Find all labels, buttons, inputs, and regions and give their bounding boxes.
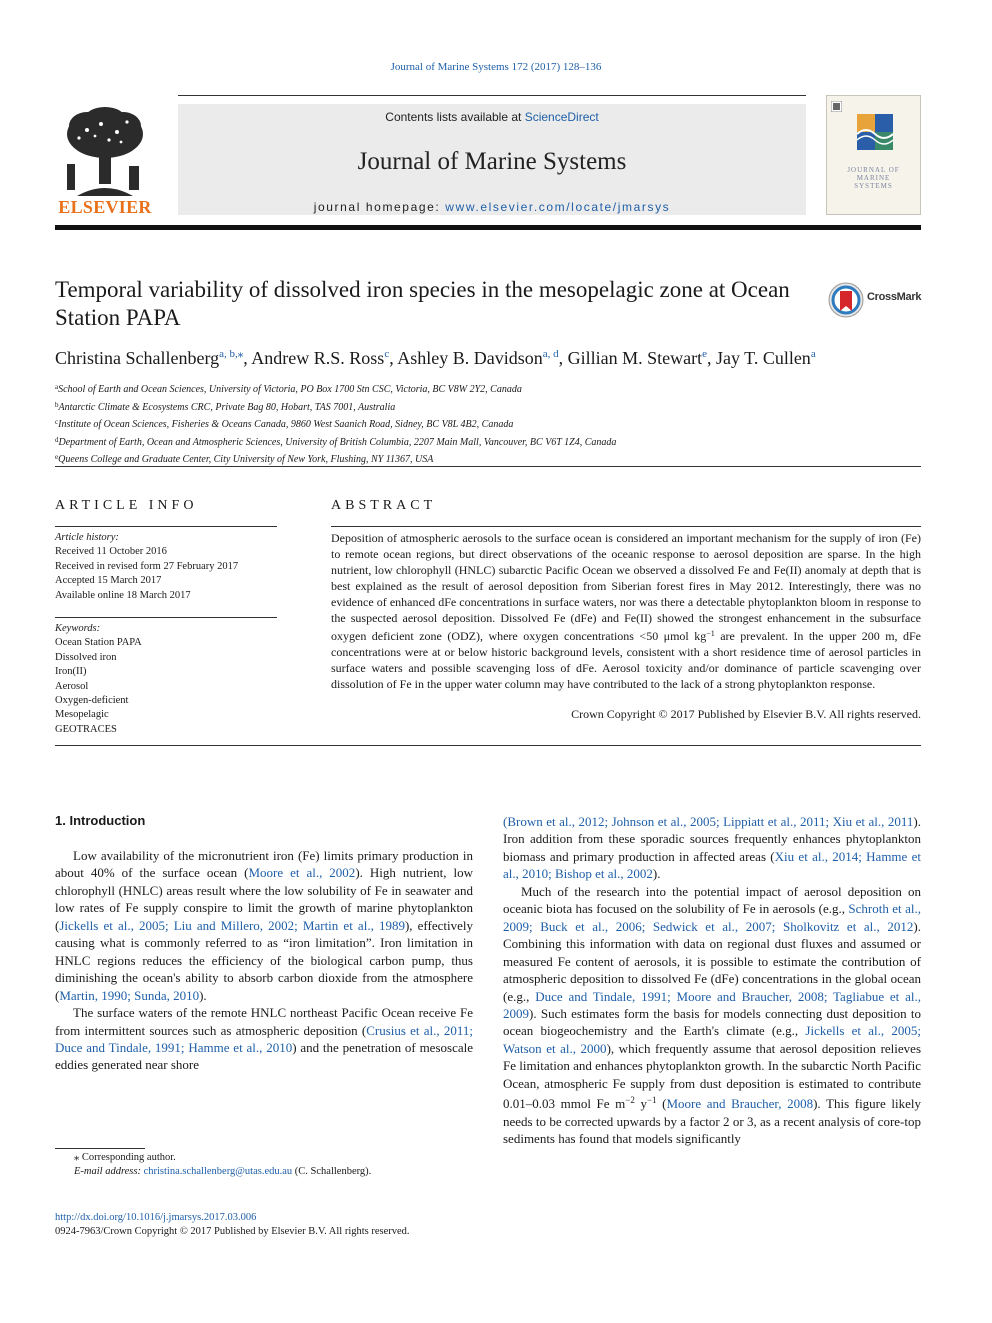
affiliation xyxy=(55,433,921,451)
history-item: Received 11 October 2016 xyxy=(55,546,167,558)
journal-title: Journal of Marine Systems xyxy=(357,148,627,175)
elsevier-tree-icon xyxy=(57,106,153,196)
keyword: Ocean Station PAPA xyxy=(55,637,142,649)
history-item: Received in revised form 27 February 2017 xyxy=(55,560,239,572)
article-history-label: Article history: xyxy=(55,532,119,543)
citation-link[interactable]: Crusius et al., 2011; Duce and Tindale, 1991; Hamme et al., 2010 xyxy=(55,1022,473,1055)
affiliation xyxy=(55,450,921,468)
affiliation xyxy=(55,415,921,433)
author-sep: , xyxy=(243,348,252,368)
author-sep: , xyxy=(706,348,716,368)
citation-link[interactable]: Jickells et al., 2005; Watson et al., 2000 xyxy=(503,1023,921,1056)
author-name: Jay T. Cullen xyxy=(715,348,811,368)
abstract-bottom-rule xyxy=(55,745,921,746)
author-affil-sup[interactable]: a xyxy=(810,348,816,360)
affiliation-rule xyxy=(55,466,921,467)
journal-citation-link[interactable]: Journal of Marine Systems 172 (2017) 128–136 xyxy=(390,61,602,73)
affiliation-key: b xyxy=(55,400,59,409)
unit-sup: −1 xyxy=(646,1095,657,1106)
elsevier-logo xyxy=(55,106,155,216)
text: ). Such estimates form the basis for models connecting dust deposition to ocean biogeochemistry and the Earth's climate (e.g., xyxy=(503,1005,921,1039)
keyword: Mesopelagic xyxy=(55,709,109,721)
author[interactable] xyxy=(397,348,558,368)
keyword: GEOTRACES xyxy=(55,723,117,735)
keywords xyxy=(55,622,277,737)
paragraph xyxy=(55,1004,473,1074)
affiliation-key: e xyxy=(55,453,59,461)
citation-link[interactable]: Duce and Tindale, 1991; Moore and Braucher, 2008; Tagliabue et al., 2009 xyxy=(503,988,922,1021)
citation-link[interactable]: Schroth et al., 2009; Buck et al., 2006; Sedwick et al., 2007; Sholkovitz et al., 2012 xyxy=(503,901,921,934)
paragraph xyxy=(503,813,921,883)
text: ). xyxy=(199,987,207,1003)
affiliation xyxy=(55,398,921,416)
article-info-heading: ARTICLE INFO xyxy=(55,498,198,513)
doi-link[interactable]: http://dx.doi.org/10.1016/j.jmarsys.2017.03.006 xyxy=(55,1212,257,1223)
doi-block xyxy=(55,1211,555,1239)
text: ). Iron addition from these sporadic sources frequently enhances phytoplankton biomass and primary production in affected areas ( xyxy=(503,814,921,864)
corresponding-author-note: ⁎ Corresponding author. xyxy=(74,1152,176,1163)
cover-wave-icon xyxy=(857,114,893,150)
author-sep: , xyxy=(558,348,568,368)
text: Much of the research into the potential impact of aerosol deposition on oceanic biota has focused on the solubility of Fe in aerosols (e.g., xyxy=(503,883,921,917)
author[interactable] xyxy=(716,348,816,368)
author[interactable] xyxy=(55,348,243,368)
author-name: Andrew R.S. Ross xyxy=(251,348,385,368)
affiliation-text: School of Earth and Ocean Sciences, University of Victoria, PO Box 1700 Stn CSC, Victoria, BC V8W 2Y2, Canada xyxy=(58,384,522,395)
affiliation-text: Antarctic Climate & Ecosystems CRC, Private Bag 80, Hobart, TAS 7001, Australia xyxy=(58,401,396,413)
citation-link[interactable]: Moore et al., 2002 xyxy=(248,865,356,881)
footnote-rule xyxy=(55,1148,145,1149)
author[interactable] xyxy=(251,348,389,368)
article-info-rule xyxy=(55,526,277,527)
text: ). Combining this information with data on regional dust fluxes and assumed or measured Fe content of aerosols, it is possible to estimate the contribution of atmospheric deposition to dissolved Fe (dFe) concentrations in the global ocean (e.g., xyxy=(503,918,921,1004)
citation-link[interactable]: Jickells et al., 2005; Liu and Millero, 2002; Martin et al., 1989 xyxy=(59,917,405,933)
email-suffix: (C. Schallenberg). xyxy=(292,1166,372,1177)
author-affil-sup[interactable]: a, b, xyxy=(219,348,238,360)
abstract-text: Deposition of atmospheric aerosols to the surface ocean is considered an important mechanism for the supply of iron (Fe) to remote ocean regions, but direct observations of the oceanic response to aerosol deposition are sparse. In the high nutrient, low chlorophyll (HNLC) subarctic Pacific Ocean we observed a dissolved Fe and Fe(II) anomaly at depth that is best explained as the result of aerosol deposition from Siberian forest fires in May 2012. Interestingly, there was no evidence of enhanced dFe concentrations in surface waters, nor was there a detectable phytoplankton bloom in response to the suspected aerosol deposition. Dissolved Fe (dFe) and Fe(II) showed the strongest enhancement in the subsurface oxygen deficient zone (ODZ), where oxygen concentrations <50 μmol kg xyxy=(331,531,921,644)
text: ), effectively causing what is commonly referred to as “iron limitation”. Iron limitation in HNLC regions reduces the efficiency of the biological carbon pump, thus diminishing the ocean's ability to absorb carbon dioxide from the atmosphere ( xyxy=(55,917,473,1003)
article-history xyxy=(55,531,277,603)
history-item: Accepted 15 March 2017 xyxy=(55,575,162,587)
affiliation-text: Queens College and Graduate Center, City University of New York, Flushing, NY 11367, USA xyxy=(58,454,434,465)
text: Low availability of the micronutrient iron (Fe) limits primary production in about 40% of the surface ocean ( xyxy=(55,848,473,881)
affiliation-text: Institute of Ocean Sciences, Fisheries & Oceans Canada, 9860 West Saanich Road, Sidney, BC V8L 4B2, Canada xyxy=(58,419,514,430)
author-name: Christina Schallenberg xyxy=(55,348,220,368)
email-link[interactable]: christina.schallenberg@utas.edu.au xyxy=(143,1166,293,1177)
cover-text-line: JOURNAL OF xyxy=(847,166,900,174)
affiliation-key: c xyxy=(55,418,59,426)
author-affil-sup[interactable]: e xyxy=(702,348,707,360)
author-affil-sup[interactable]: a, d xyxy=(542,348,559,360)
corresponding-mark[interactable]: ⁎ xyxy=(237,348,244,360)
cover-text-line: MARINE xyxy=(856,174,891,182)
text: The surface waters of the remote HNLC northeast Pacific Ocean receive Fe from intermittent sources such as atmospheric deposition ( xyxy=(55,1005,473,1038)
homepage-link[interactable]: www.elsevier.com/locate/jmarsys xyxy=(445,200,671,214)
author-name: Gillian M. Stewart xyxy=(567,348,703,368)
citation-link[interactable]: Xiu et al., 2014; Hamme et al., 2010; Bishop et al., 2002 xyxy=(503,848,921,882)
section-heading-introduction: 1. Introduction xyxy=(55,813,146,828)
text: ), which frequently assume that aerosol deposition relieves Fe limitation and enhances phytoplankton growth. In the subarctic North Pacific Ocean, atmospheric Fe supply from dust deposition is estimated to contribute 0.01–0.03 mmol Fe m xyxy=(503,1040,921,1112)
contents-prefix: Contents lists available at xyxy=(385,110,525,124)
journal-banner xyxy=(178,104,806,215)
citation-link[interactable]: Martin, 1990; Sunda, 2010 xyxy=(59,987,200,1003)
journal-cover-thumbnail[interactable] xyxy=(826,95,921,215)
keywords-label: Keywords: xyxy=(55,623,101,634)
unit-sup: −2 xyxy=(625,1095,635,1106)
text: ). xyxy=(652,866,661,882)
affiliation-list xyxy=(55,380,921,468)
author[interactable] xyxy=(568,348,707,368)
sciencedirect-link[interactable]: ScienceDirect xyxy=(524,110,599,124)
text: ) and the penetration of mesoscale eddies generated near shore xyxy=(55,1039,473,1073)
abstract-unit-sup: −1 xyxy=(706,629,715,639)
text: ). This figure likely needs to be corrected upwards by a factor 2 or 3, as a recent analysis of core-top sediments has found that models significantly xyxy=(503,1096,921,1147)
body-column-left xyxy=(55,847,473,1074)
contents-line xyxy=(178,110,806,124)
keywords-rule xyxy=(55,617,277,618)
homepage-prefix: journal homepage: xyxy=(313,200,446,214)
history-item: Available online 18 March 2017 xyxy=(55,589,191,601)
paragraph xyxy=(55,847,473,1004)
issn-copyright: 0924-7963/Crown Copyright © 2017 Published by Elsevier B.V. All rights reserved. xyxy=(55,1226,410,1237)
homepage-line xyxy=(178,200,806,214)
keyword: Oxygen-deficient xyxy=(55,695,129,707)
email-note xyxy=(55,1165,475,1179)
citation-link[interactable]: (Brown et al., 2012; Johnson et al., 2005; Lippiatt et al., 2011; Xiu et al., 2011 xyxy=(503,814,914,829)
crossmark-icon xyxy=(828,282,864,318)
cover-text-line: SYSTEMS xyxy=(854,182,893,190)
author-affil-sup[interactable]: c xyxy=(384,348,390,360)
article-title: Temporal variability of dissolved iron species in the mesopelagic zone at Ocean Station PAPA xyxy=(55,277,790,330)
affiliation-key: a xyxy=(55,383,59,391)
affiliation xyxy=(55,380,921,398)
email-label: E-mail address: xyxy=(74,1166,144,1177)
abstract-body xyxy=(331,530,921,692)
crossmark-label: CrossMark xyxy=(867,291,922,303)
footnotes xyxy=(55,1151,475,1179)
paragraph xyxy=(503,883,921,1148)
elsevier-wordmark: ELSEVIER xyxy=(58,197,152,217)
cover-corner-icon xyxy=(831,101,842,112)
affiliation-key: d xyxy=(55,435,59,444)
author-list xyxy=(55,347,921,369)
abstract-rule xyxy=(331,526,921,527)
affiliation-text: Department of Earth, Ocean and Atmospheric Sciences, University of British Columbia, 2207 Main Mall, Vancouver, BC V6T 1Z4, Canada xyxy=(58,436,617,448)
abstract-copyright: Crown Copyright © 2017 Published by Elsevier B.V. All rights reserved. xyxy=(571,707,921,721)
cover-journal-name xyxy=(827,166,920,190)
author-name: Ashley B. Davidson xyxy=(397,348,543,368)
keyword: Aerosol xyxy=(55,680,89,692)
abstract-heading: ABSTRACT xyxy=(331,498,437,513)
keyword: Dissolved iron xyxy=(55,651,117,663)
body-column-right xyxy=(503,813,921,1148)
author-sep: , xyxy=(389,348,398,368)
keyword: Iron(II) xyxy=(55,666,87,678)
citation-link[interactable]: Moore and Braucher, 2008 xyxy=(666,1096,814,1112)
crossmark-button[interactable] xyxy=(828,282,923,318)
text: ( xyxy=(656,1096,667,1112)
header-top-rule xyxy=(178,95,806,96)
header-thick-rule xyxy=(55,225,921,230)
abstract-text: are prevalent. In the upper 200 m, dFe concentrations were at or below historic background levels, consistent with a short residence time of aerosol particles in surface waters and possible scavenging loss of dFe. Aerosol toxicity and/or dominance of particle scavenging over dissolution of Fe in the upper water column may have contributed to the lack of a strong phytoplankton response. xyxy=(331,629,921,692)
text: y xyxy=(634,1096,647,1112)
text: ). High nutrient, low chlorophyll (HNLC) areas result where the low solubility of Fe in seawater and low rates of Fe supply conspire to limit the growth of marine phytoplankton ( xyxy=(55,865,474,933)
